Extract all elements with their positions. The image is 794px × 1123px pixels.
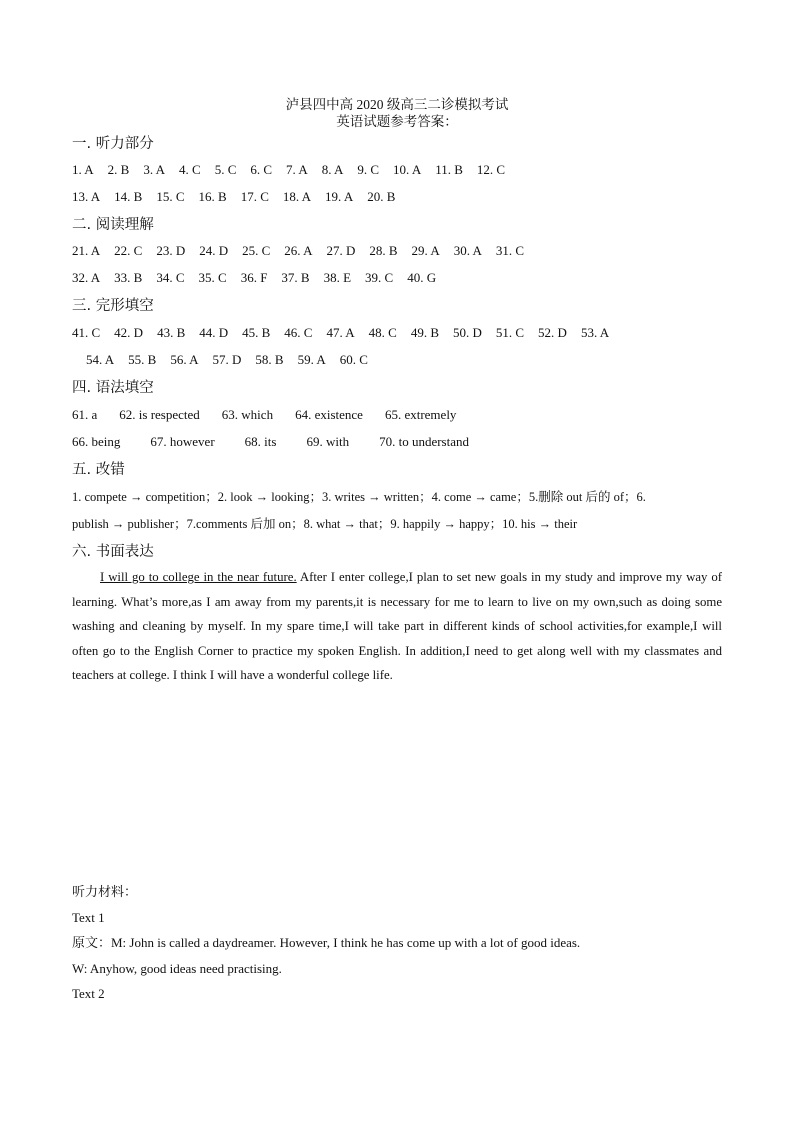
answer-item: 44. D <box>199 325 229 340</box>
answer-item: 65. extremely <box>384 407 457 422</box>
answer-item: 70. to understand <box>379 434 469 449</box>
answer-item: 53. A <box>580 325 610 340</box>
answer-item: 25. C <box>242 243 271 258</box>
answer-item: 18. A <box>282 189 312 204</box>
answer-item: 24. D <box>199 243 229 258</box>
answer-item: 43. B <box>157 325 186 340</box>
answer-item: 46. C <box>284 325 313 340</box>
answer-item: 29. A <box>411 243 440 258</box>
answer-item: 68. its <box>244 434 277 449</box>
answer-row-listening-2 <box>72 189 395 205</box>
answer-item: 3. A <box>143 162 166 177</box>
answer-item: 57. D <box>212 352 242 367</box>
answer-item: 1. A <box>72 162 94 177</box>
answer-item: 21. A <box>72 243 101 258</box>
answer-item: 47. A <box>326 325 355 340</box>
answer-item: 10. A <box>393 162 422 177</box>
section-cloze: 三. 完形填空 <box>72 298 154 314</box>
answer-item: 35. C <box>198 270 227 285</box>
answer-row-grammar-1 <box>72 407 456 423</box>
essay-body: After I enter college,I plan to set new goals in my study and improve my way of learning. What’s more,as I am away from my parents,it is necessary for me to learn to live on my own,such as doing some washing and cleaning by myself. In my spare time,I will take part in different kinds of school activities,for example,I will often go to the English Corner to practice my spoken English. In addition,I need to get along well with my classmates and teachers at college. I think I will have a wonderful college life. <box>72 570 722 682</box>
answer-item: 33. B <box>114 270 143 285</box>
answer-item: 19. A <box>325 189 354 204</box>
answer-row-cloze-1 <box>72 325 609 341</box>
answer-item: 54. A <box>86 352 115 367</box>
answer-item: 26. A <box>284 243 313 258</box>
answer-row-cloze-2 <box>86 352 368 368</box>
answer-item: 6. C <box>250 162 273 177</box>
answer-item: 42. D <box>114 325 144 340</box>
answer-item: 64. existence <box>295 407 363 422</box>
answer-item: 66. being <box>72 434 121 449</box>
essay-topic-sentence: I will go to college in the near future. <box>100 570 297 584</box>
essay-paragraph <box>72 565 722 688</box>
listening-material-heading: 听力材料： <box>72 884 138 899</box>
answer-item: 22. C <box>114 243 143 258</box>
answer-item: 13. A <box>72 189 101 204</box>
listening-text1-line2: W: Anyhow, good ideas need practising. <box>72 961 282 976</box>
answer-item: 51. C <box>495 325 525 340</box>
answer-item: 17. C <box>240 189 269 204</box>
listening-text1-line1: 原文：M: John is called a daydreamer. However, I think he has come up with a lot of good ideas. <box>72 935 581 950</box>
answer-item: 8. A <box>321 162 344 177</box>
answer-item: 50. D <box>452 325 482 340</box>
answer-item: 11. B <box>435 162 463 177</box>
answer-item: 55. B <box>128 352 157 367</box>
answer-item: 63. which <box>221 407 274 422</box>
answer-row-listening-1 <box>72 162 505 178</box>
answer-item: 32. A <box>72 270 101 285</box>
answer-item: 38. E <box>323 270 352 285</box>
answer-item: 2. B <box>107 162 130 177</box>
answer-item: 58. B <box>255 352 284 367</box>
answer-item: 59. A <box>297 352 326 367</box>
section-grammar: 四. 语法填空 <box>72 380 154 396</box>
exam-subtitle: 英语试题参考答案： <box>336 114 458 129</box>
answer-row-reading-2 <box>72 270 436 286</box>
answer-row-reading-1 <box>72 243 524 259</box>
answer-item: 41. C <box>72 325 101 340</box>
correction-line-2: publish → publisher；7.comments 后加 on；8. what → that；9. happily → happy；10. his → their <box>72 517 578 531</box>
answer-item: 40. G <box>407 270 437 285</box>
answer-item: 16. B <box>198 189 227 204</box>
section-correction: 五. 改错 <box>72 462 125 478</box>
answer-item: 67. however <box>150 434 215 449</box>
correction-line-1: 1. compete → competition；2. look → looking；3. writes → written；4. come → came；5.删除 out 后的 of；6. <box>72 490 646 504</box>
section-listening: 一. 听力部分 <box>72 136 154 152</box>
answer-item: 31. C <box>495 243 525 258</box>
answer-item: 52. D <box>538 325 567 340</box>
listening-text1-label: Text 1 <box>72 910 105 925</box>
answer-item: 39. C <box>365 270 394 285</box>
answer-item: 14. B <box>114 189 143 204</box>
exam-title: 泸县四中高 2020 级高三二诊模拟考试 <box>285 97 509 112</box>
answer-item: 12. C <box>476 162 506 177</box>
answer-item: 4. C <box>179 162 201 177</box>
answer-row-grammar-2 <box>72 434 469 450</box>
answer-item: 45. B <box>242 325 271 340</box>
answer-item: 30. A <box>453 243 482 258</box>
answer-item: 9. C <box>357 162 380 177</box>
section-writing: 六. 书面表达 <box>72 544 154 560</box>
answer-item: 20. B <box>367 189 396 204</box>
answer-item: 15. C <box>156 189 185 204</box>
answer-item: 62. is respected <box>119 407 200 422</box>
answer-item: 27. D <box>326 243 356 258</box>
answer-item: 23. D <box>156 243 186 258</box>
answer-item: 37. B <box>281 270 310 285</box>
answer-item: 36. F <box>240 270 268 285</box>
answer-item: 69. with <box>306 434 350 449</box>
answer-item: 56. A <box>170 352 199 367</box>
answer-item: 7. A <box>286 162 308 177</box>
answer-item: 60. C <box>339 352 368 367</box>
answer-item: 49. B <box>410 325 439 340</box>
answer-item: 61. a <box>72 407 98 422</box>
answer-item: 28. B <box>369 243 398 258</box>
section-reading: 二. 阅读理解 <box>72 217 154 233</box>
answer-item: 5. C <box>214 162 237 177</box>
answer-item: 48. C <box>368 325 397 340</box>
listening-text2-label: Text 2 <box>72 986 105 1001</box>
answer-item: 34. C <box>156 270 185 285</box>
